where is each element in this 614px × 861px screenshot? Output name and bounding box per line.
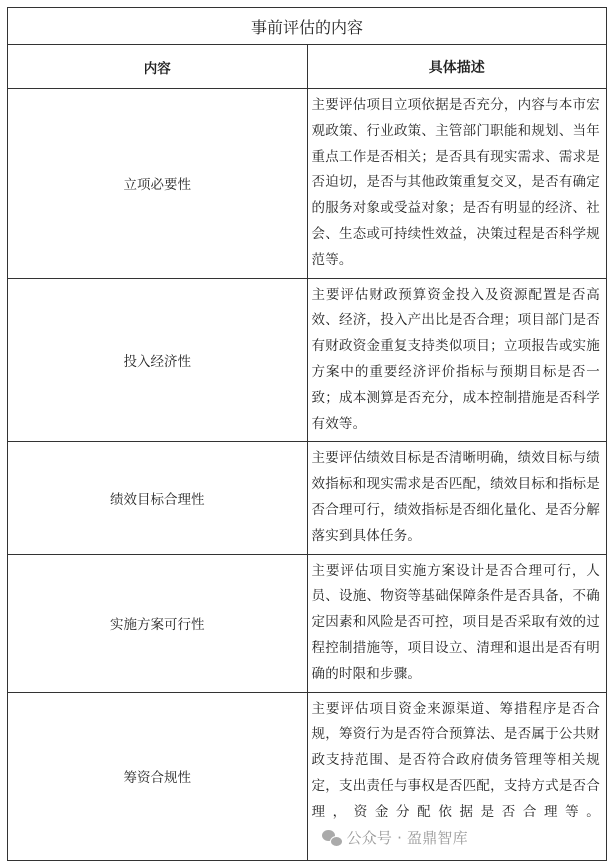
row-content: 绩效目标合理性 bbox=[8, 442, 308, 554]
row-description: 主要评估财政预算资金投入及资源配置是否高效、经济，投入产出比是否合理；项目部门是否有财政资金重复支持类似项目；立项报告或实施方案中的重要经济评价指标与预期目标是否一致；成本测算是否充分，成本控制措施是否科学有效等。 bbox=[307, 278, 607, 442]
wechat-icon bbox=[322, 830, 342, 846]
table-row bbox=[8, 89, 607, 279]
header-content: 内容 bbox=[8, 45, 308, 89]
row-description-cell bbox=[307, 692, 607, 861]
table-row bbox=[8, 442, 607, 554]
table-title: 事前评估的内容 bbox=[8, 8, 607, 45]
evaluation-table bbox=[7, 7, 607, 861]
row-content: 立项必要性 bbox=[8, 89, 308, 279]
table-row bbox=[8, 554, 607, 692]
row-description: 主要评估项目立项依据是否充分，内容与本市宏观政策、行业政策、主管部门职能和规划、当年重点工作是否相关；是否具有现实需求、需求是否迫切，是否与其他政策重复交叉，是否有确定的服务对象或受益对象；是否有明显的经济、社会、生态或可持续性效益，决策过程是否科学规范等。 bbox=[307, 89, 607, 279]
row-description: 主要评估项目资金来源渠道、筹措程序是否合规，筹资行为是否符合预算法、是否属于公共财政支持范围、是否符合政府债务管理等相关规定，支出责任与事权是否匹配，支持方式是否合理，资金分配依据是否合理等。 bbox=[311, 700, 600, 820]
watermark-text: 公众号 · 盈鼎智库 bbox=[346, 828, 468, 847]
header-description: 具体描述 bbox=[307, 45, 607, 89]
watermark bbox=[322, 826, 468, 852]
table-row bbox=[8, 692, 607, 861]
row-description: 主要评估项目实施方案设计是否合理可行，人员、设施、物资等基础保障条件是否具备，不确定因素和风险是否可控，项目是否采取有效的过程控制措施等，项目设立、清理和退出是否有明确的时限和步骤。 bbox=[307, 554, 607, 692]
table-row bbox=[8, 278, 607, 442]
row-content: 筹资合规性 bbox=[8, 692, 308, 861]
row-content: 投入经济性 bbox=[8, 278, 308, 442]
row-description: 主要评估绩效目标是否清晰明确，绩效目标与绩效指标和现实需求是否匹配，绩效目标和指标是否合理可行，绩效指标是否细化量化、是否分解落实到具体任务。 bbox=[307, 442, 607, 554]
row-content: 实施方案可行性 bbox=[8, 554, 308, 692]
